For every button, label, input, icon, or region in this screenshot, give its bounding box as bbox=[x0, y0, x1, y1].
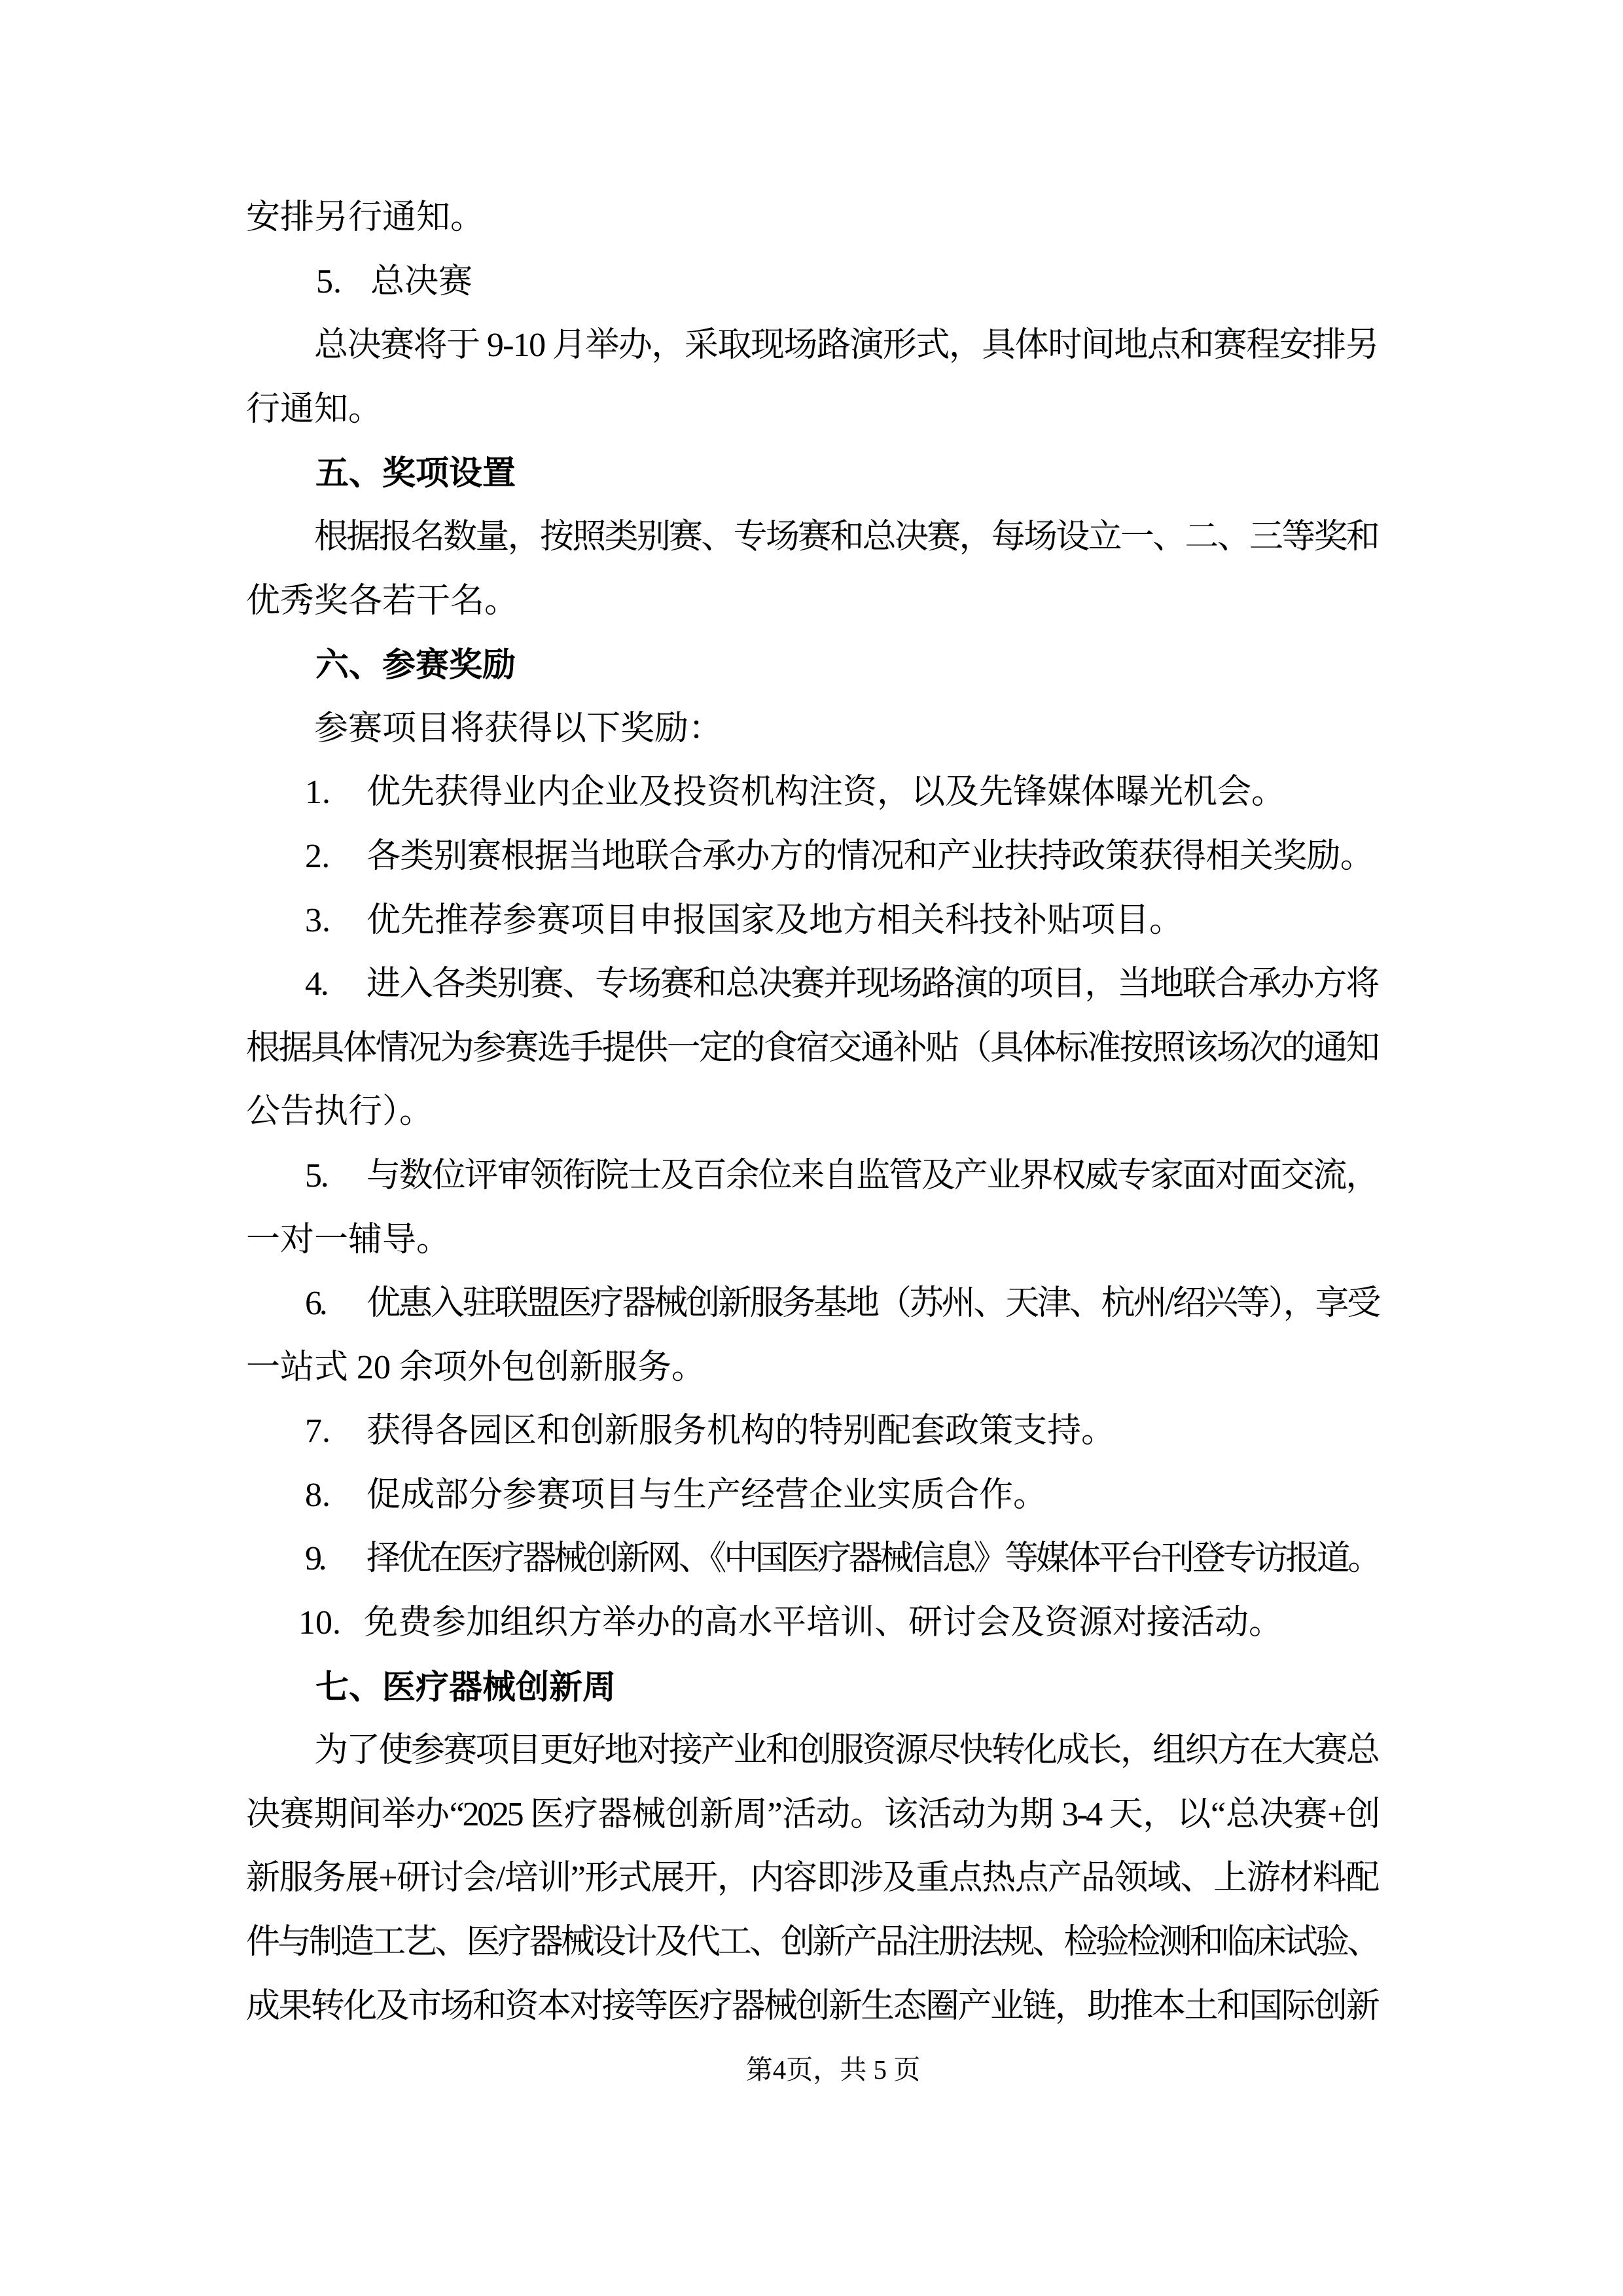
list-number: 2. bbox=[305, 837, 330, 875]
list-item-line bbox=[246, 1144, 1378, 1208]
list-item-line bbox=[246, 1527, 1378, 1591]
section-heading: 七、医疗器械创新周 bbox=[315, 1668, 616, 1706]
list-item-line bbox=[246, 1272, 1378, 1336]
list-text: 各类别赛根据当地联合承办方的情况和产业扶持政策获得相关奖励。 bbox=[366, 837, 1374, 875]
text-line: 公告执行）。 bbox=[246, 1093, 434, 1131]
section-heading: 五、奖项设置 bbox=[315, 454, 516, 492]
list-number: 10. bbox=[298, 1604, 341, 1642]
list-text: 优先获得业内企业及投资机构注资，以及先锋媒体曝光机会。 bbox=[366, 774, 1286, 812]
text-line: 一站式 20 余项外包创新服务。 bbox=[246, 1348, 706, 1386]
text-line: 优秀奖各若干名。 bbox=[246, 582, 519, 620]
text-line: 为了使参赛项目更好地对接产业和创服资源尽快转化成长，组织方在大赛总 bbox=[314, 1732, 1378, 1770]
list-text: 获得各园区和创新服务机构的特别配套政策支持。 bbox=[366, 1412, 1116, 1450]
list-item-line bbox=[246, 825, 1378, 889]
list-text: 促成部分参赛项目与生产经营企业实质合作。 bbox=[366, 1476, 1048, 1514]
list-number: 5. bbox=[316, 262, 342, 300]
list-item-line bbox=[246, 952, 1378, 1016]
list-text: 总决赛 bbox=[370, 262, 473, 300]
text-line: 新服务展+研讨会/培训”形式展开，内容即涉及重点热点产品领域、上游材料配 bbox=[246, 1859, 1378, 1897]
list-number: 9. bbox=[305, 1540, 324, 1578]
list-number: 5. bbox=[305, 1157, 328, 1194]
list-number: 8. bbox=[305, 1476, 330, 1514]
text-line: 根据报名数量，按照类别赛、专场赛和总决赛，每场设立一、二、三等奖和 bbox=[314, 518, 1378, 556]
list-number: 1. bbox=[305, 774, 330, 812]
text-line: 行通知。 bbox=[246, 390, 383, 428]
list-item-line bbox=[246, 1463, 1378, 1528]
list-item-line bbox=[246, 250, 1378, 314]
page-footer: 第4页，共 5 页 bbox=[745, 2054, 921, 2085]
text-line: 参赛项目将获得以下奖励： bbox=[314, 709, 723, 747]
list-number: 7. bbox=[305, 1412, 330, 1450]
list-text: 择优在医疗器械创新网、《中国医疗器械信息》等媒体平台刊登专访报道。 bbox=[366, 1540, 1378, 1578]
list-text: 优惠入驻联盟医疗器械创新服务基地（苏州、天津、杭州/绍兴等），享受 bbox=[366, 1285, 1378, 1323]
text-line: 一对一辅导。 bbox=[246, 1221, 451, 1259]
list-text: 与数位评审领衔院士及百余位来自监管及产业界权威专家面对面交流， bbox=[366, 1157, 1378, 1194]
text-line: 决赛期间举办“2025 医疗器械创新周”活动。该活动为期 3-4 天，以“总决赛+创 bbox=[246, 1795, 1378, 1833]
list-text: 优先推荐参赛项目申报国家及地方相关科技补贴项目。 bbox=[366, 901, 1184, 939]
text-line: 件与制造工艺、医疗器械设计及代工、创新产品注册法规、检验检测和临床试验、 bbox=[246, 1924, 1378, 1962]
list-number: 4. bbox=[305, 965, 328, 1003]
text-line: 总决赛将于 9-10 月举办，采取现场路演形式，具体时间地点和赛程安排另 bbox=[314, 327, 1378, 365]
document-body bbox=[246, 186, 1378, 2038]
list-number: 3. bbox=[305, 901, 330, 939]
section-heading: 六、参赛奖励 bbox=[315, 646, 516, 684]
list-item-line bbox=[246, 889, 1378, 953]
list-item-line bbox=[246, 1591, 1378, 1655]
list-item-line bbox=[246, 1399, 1378, 1463]
list-text: 免费参加组织方举办的高水平培训、研讨会及资源对接活动。 bbox=[364, 1604, 1283, 1642]
text-line: 成果转化及市场和资本对接等医疗器械创新生态圈产业链，助推本土和国际创新 bbox=[246, 1987, 1378, 2025]
list-number: 6. bbox=[305, 1285, 325, 1323]
list-text: 进入各类别赛、专场赛和总决赛并现场路演的项目，当地联合承办方将 bbox=[366, 965, 1378, 1003]
text-line: 安排另行通知。 bbox=[246, 199, 485, 236]
list-item-line bbox=[246, 761, 1378, 825]
text-line: 根据具体情况为参赛选手提供一定的食宿交通补贴（具体标准按照该场次的通知 bbox=[246, 1029, 1378, 1067]
